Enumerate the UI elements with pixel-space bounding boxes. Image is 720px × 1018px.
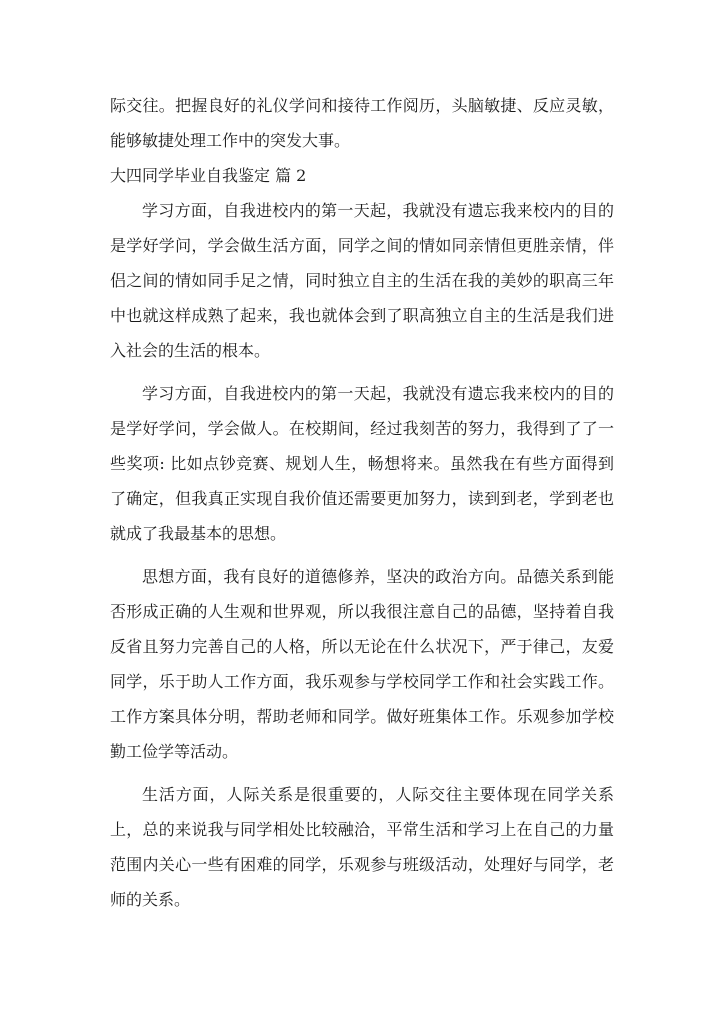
paragraph-gap <box>110 368 614 376</box>
document-page <box>110 88 614 917</box>
paragraph-gap <box>110 769 614 777</box>
paragraph-life: 生活方面，人际关系是很重要的，人际交往主要体现在同学关系上，总的来说我与同学相处比较融洽，平常生活和学习上在自己的力量范围内关心一些有困难的同学，乐观参与班级活动，处理好与同学，老师的关系。 <box>110 785 614 909</box>
continued-paragraph: 际交往。把握良好的礼仪学问和接待工作阅历，头脑敏捷、反应灵敏，能够敏捷处理工作中的突发大事。 <box>110 96 614 150</box>
paragraph-thought: 思想方面，我有良好的道德修养，坚决的政治方向。品德关系到能否形成正确的人生观和世界观，所以我很注意自己的品德，坚持着自我反省且努力完善自己的人格，所以无论在什么状况下，严于律己，友爱同学，乐于助人工作方面，我乐观参与学校同学工作和社会实践工作。工作方案具体分明，帮助老师和同学。做好班集体工作。乐观参加学校勤工俭学等活动。 <box>110 567 614 761</box>
paragraph-study-life: 学习方面，自我进校内的第一天起，我就没有遗忘我来校内的目的是学好学问，学会做生活方面，同学之间的情如同亲情但更胜亲情，伴侣之间的情如同手足之情，同时独立自主的生活在我的美妙的职高三年中也就这样成熟了起来，我也就体会到了职高独立自主的生活是我们进入社会的生活的根本。 <box>110 201 614 360</box>
paragraph-gap <box>110 551 614 559</box>
paragraph-study-awards: 学习方面，自我进校内的第一天起，我就没有遗忘我来校内的目的是学好学问，学会做人。在校期间，经过我刻苦的努力，我得到了了一些奖项: 比如点钞竞赛、规划人生，畅想将来。虽然我在有些方面得到了确定，但我真正实现自我价值还需要更加努力，读到到老，学到老也就成了我最基本的思想。 <box>110 384 614 543</box>
section-heading: 大四同学毕业自我鉴定 篇 2 <box>110 166 307 185</box>
